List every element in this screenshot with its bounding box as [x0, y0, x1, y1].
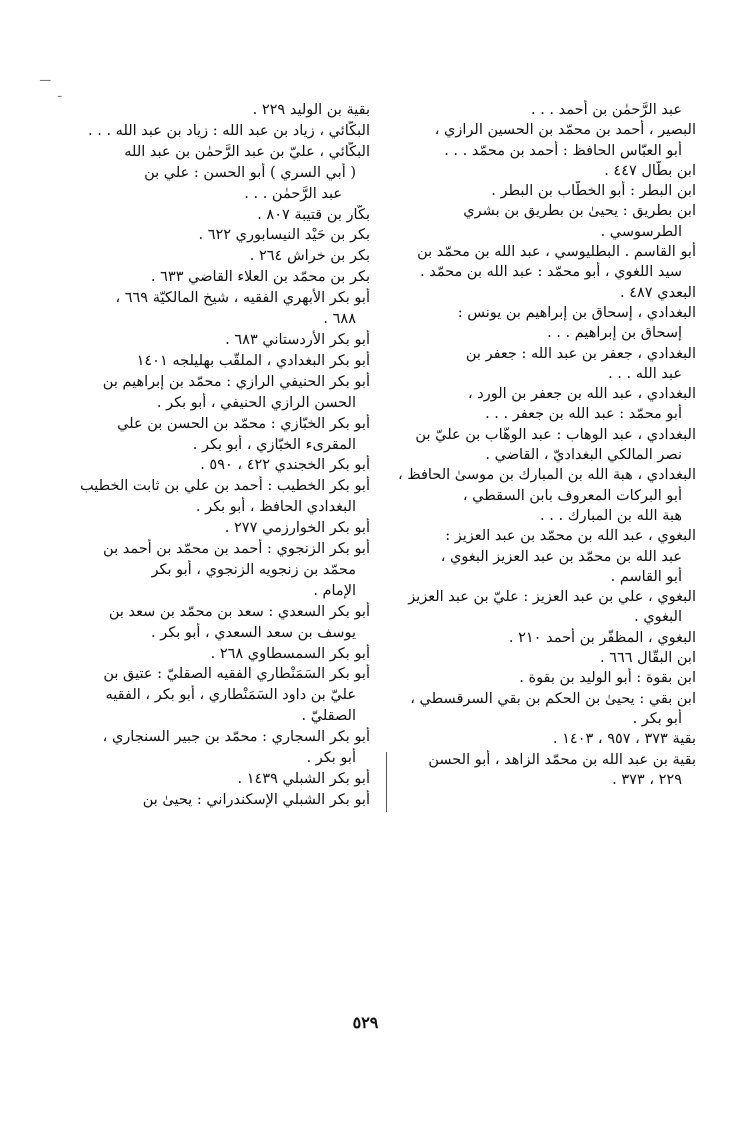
- scan-mark: ـــ: [40, 70, 51, 84]
- index-entry-continuation: أبو البركات المعروف بابن السقطي ،: [462, 487, 682, 504]
- index-entry: أبو بكر الأردستاني ٦٨٣ .: [225, 331, 370, 348]
- index-entry-continuation: إسحاق بن إبراهيم . . .: [547, 325, 682, 342]
- index-entry: البغدادي ، عبد الوهاب : عبد الوهّاب بن عليّ بن: [415, 426, 696, 443]
- index-entry: بكر بن محمّد بن العلاء القاضي ٦٣٣ .: [150, 269, 370, 286]
- index-entry: أبو بكر الخجندي ٤٢٢ ، ٥٩٠ .: [200, 457, 370, 474]
- scan-mark: ـ: [58, 86, 62, 100]
- page-number: ٥٢٩: [352, 1013, 379, 1032]
- index-entry: البصير ، أحمد بن محمّد بن الحسين الرازي ،: [434, 122, 696, 139]
- index-entry: بكر بن خراش ٢٦٤ .: [249, 248, 370, 265]
- index-entry-continuation: الحسن الرازي الحنيفي ، أبو بكر .: [156, 394, 356, 411]
- index-entry-continuation: عبد الله بن محمّد بن عبد العزيز البغوي ،: [440, 548, 682, 565]
- index-entry: بكر بن حَيْد النيسابوري ٦٢٢ .: [198, 227, 370, 244]
- index-entry-continuation: عبد الرَّحمٰن بن أحمد . . .: [530, 102, 682, 118]
- index-column-right: [378, 100, 696, 790]
- index-entry: البغدادي ، جعفر بن عبد الله : جعفر بن: [465, 345, 696, 362]
- index-entry-continuation: المقرىء الخبّازي ، أبو بكر .: [192, 436, 356, 453]
- index-entry-continuation: محمّد بن زنجويه الزنجوي ، أبو بكر: [151, 561, 356, 578]
- index-entry: ابن بقي : يحيىٰ بن الحكم بن بقي السرقسطي ،: [410, 690, 696, 707]
- index-entry-continuation: نصر المالكي البغداديّ ، القاضي .: [485, 447, 682, 464]
- index-entry: بقية بن الوليد ٢٢٩ .: [252, 102, 370, 118]
- index-entry-continuation: أبو بكر .: [306, 750, 356, 767]
- index-entry: أبو بكر الخبّازي : محمّد بن الحسن بن علي: [117, 415, 370, 432]
- index-entry: أبو بكر الأبهري الفقيه ، شيخ المالكيّة ٦٦٩ ،: [115, 290, 370, 307]
- index-entry: البغدادي ، إسحاق بن إبراهيم بن يونس :: [457, 304, 696, 321]
- index-entry: أبو بكر الخوارزمي ٢٧٧ .: [224, 520, 370, 537]
- index-entry: البغوي ، عبد الله بن محمّد بن عبد العزيز :: [445, 528, 696, 545]
- index-entry: أبو بكر الخطيب : أحمد بن علي بن ثابت الخطيب: [80, 478, 370, 495]
- index-entry-continuation: أبو بكر .: [632, 710, 682, 727]
- index-entry: بكّار بن قتيبة ٨٠٧ .: [257, 206, 370, 223]
- index-entry-continuation: البغدادي الحافظ ، أبو بكر .: [195, 499, 356, 516]
- index-column-left: [52, 100, 370, 811]
- index-entry: ابن البقّال ٦٦٦ .: [599, 650, 696, 667]
- index-entry: ابن بطّال ٤٤٧ .: [604, 162, 696, 179]
- index-entry: البكّائي ، زياد بن عبد الله : زياد بن عبد الله . . .: [88, 122, 370, 139]
- index-entry-continuation: الإمام .: [313, 582, 356, 599]
- index-entry: البغدادي ، هبة الله بن المبارك بن موسىٰ الحافظ ،: [397, 467, 696, 484]
- index-entry: أبو بكر السجاري : محمّد بن جبير السنجاري ،: [102, 729, 370, 746]
- index-entry: بقية ٣٧٣ ، ٩٥٧ ، ١٤٠٣ .: [552, 731, 696, 748]
- index-entry: البكّائي ، عليّ بن عبد الرَّحمٰن بن عبد الله: [124, 143, 370, 160]
- index-entry: أبو بكر الزنجوي : أحمد بن محمّد بن أحمد بن: [103, 541, 370, 558]
- index-entry: البغوي ، علي بن عبد العزيز : عليّ بن عبد العزيز: [408, 589, 696, 606]
- index-entry-continuation: أبو العبّاس الحافظ : أحمد بن محمّد . . .: [444, 142, 682, 159]
- index-entry: أبو بكر السَمَنْطاري الفقيه الصقليّ : عتيق بن: [103, 666, 370, 683]
- column-rule: [386, 752, 387, 812]
- index-entry: بقية بن عبد الله بن محمّد الزاهد ، أبو الحسن: [428, 751, 696, 768]
- index-entry: البعدي ٤٨٧ .: [620, 284, 696, 301]
- index-entry: أبو بكر الحنيفي الرازي : محمّد بن إبراهيم بن: [102, 373, 370, 390]
- index-entry-continuation: البغوي .: [634, 609, 682, 626]
- index-entry-continuation: ( أبي السري ) أبو الحسن : علي بن: [144, 164, 356, 181]
- index-entry: ابن بقوة : أبو الوليد بن بقوة .: [519, 670, 696, 687]
- index-entry: أبو بكر الشبلي الإسكندراني : يحيىٰ بن: [142, 791, 370, 808]
- index-entry: أبو بكر الشبلي ١٤٣٩ .: [237, 771, 370, 787]
- index-entry-continuation: عبد الرَّحمٰن . . .: [244, 185, 342, 202]
- index-entry: البغوي ، المظفّر بن أحمد ٢١٠ .: [508, 629, 696, 646]
- index-entry-continuation: عليّ بن داود السَمَنْطاري ، أبو بكر ، الفقيه: [105, 687, 356, 704]
- index-entry-continuation: الطرسوسي .: [600, 223, 682, 240]
- index-entry: أبو بكر البغدادي ، الملقّب بهليلجه ١٤٠١: [136, 352, 370, 369]
- index-entry: ابن البطر : أبو الخطّاب بن البطر .: [491, 183, 696, 200]
- index-entry-continuation: الصقليّ .: [301, 708, 356, 725]
- index-entry-continuation: يوسف بن سعد السعدي ، أبو بكر .: [150, 624, 356, 641]
- index-entry-continuation: عبد الله . . .: [608, 365, 682, 382]
- index-entry-continuation: هبة الله بن المبارك . . .: [540, 507, 682, 524]
- index-entry-continuation: أبو القاسم .: [610, 568, 682, 585]
- index-entry-continuation: ٢٢٩ ، ٣٧٣ .: [612, 771, 682, 788]
- index-entry: ابن بطريق : يحيىٰ بن بطريق بن بشري: [463, 203, 696, 220]
- index-entry: أبو بكر السمسطاوي ٢٦٨ .: [210, 645, 370, 662]
- index-entry-continuation: أبو محمّد : عبد الله بن جعفر . . .: [485, 406, 682, 423]
- index-entry: أبو القاسم . البطليوسي ، عبد الله بن محمّد بن: [417, 244, 696, 261]
- index-entry: أبو بكر السعدي : سعد بن محمّد بن سعد بن: [108, 603, 370, 620]
- index-entry-continuation: سيد اللغوي ، أبو محمّد : عبد الله بن محمّد .: [419, 264, 682, 281]
- index-entry-continuation: ٦٨٨ .: [323, 311, 356, 328]
- index-entry: البغدادي ، عبد الله بن جعفر بن الورد ،: [468, 386, 696, 403]
